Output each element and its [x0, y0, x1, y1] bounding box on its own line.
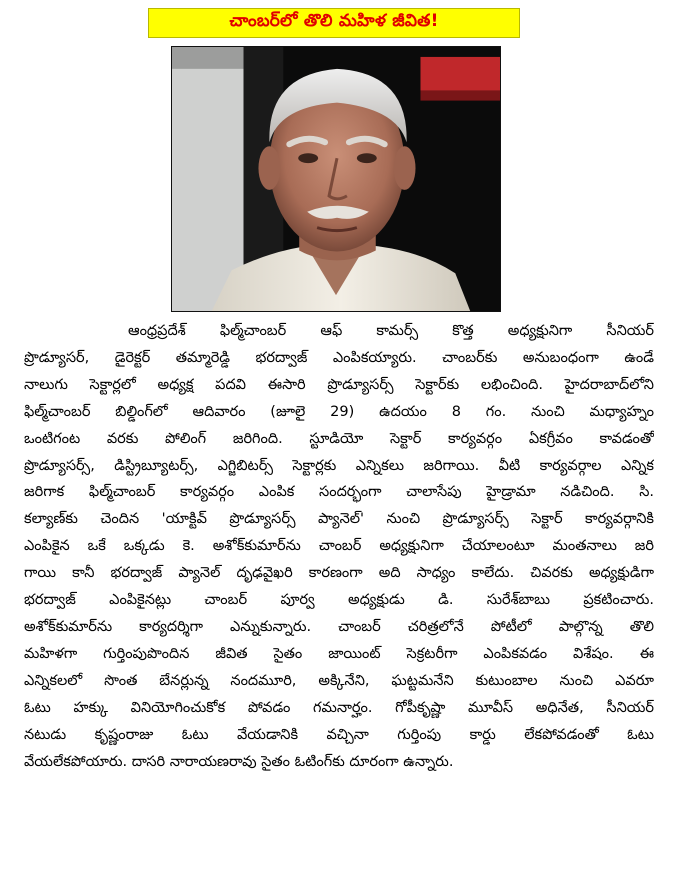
article-line: ఒంటిగంట వరకు పోలింగ్ జరిగింది. స్టూడియో సెక్టార్ కార్యవర్గం ఏకగ్రీవం కావడంతో: [24, 430, 654, 447]
article-line: నాలుగు సెక్టార్లలో అధ్యక్ష పదవి ఈసారి ప్రొడ్యూసర్స్ సెక్టార్‌కు లభించింది. హైదరాబాద్‌లోని: [24, 376, 654, 393]
article-line: కల్యాణ్‌కు చెందిన 'యాక్టివ్ ప్రొడ్యూసర్స్ ప్యానెల్' నుంచి ప్రొడ్యూసర్స్ సెక్టార్ కార్యవర్గానికి: [24, 511, 654, 528]
article-line: ఆంధ్రప్రదేశ్ ఫిల్మ్‌చాంబర్ ఆఫ్ కామర్స్ కొత్త అధ్యక్షునిగా సీనియర్: [128, 323, 654, 339]
portrait-photo-icon: [172, 47, 500, 311]
headline-text: చాంబర్‌లో తొలి మహిళ జీవిత!: [229, 11, 439, 31]
article-line: గాయి కానీ భరద్వాజ్ ప్యానెల్ దృఢవైఖరి కారణంగా అది సాధ్యం కాలేదు. చివరకు అధ్యక్షుడిగా: [24, 565, 654, 582]
article-line: ఎంపికైన ఒకే ఒక్కడు కె. అశోక్‌కుమార్‌ను చాంబర్ అధ్యక్షునిగా చేయాలంటూ మంతనాలు జరి: [24, 538, 654, 555]
article-line: నటుడు కృష్ణంరాజు ఓటు వేయడానికి వచ్చినా గుర్తింపు కార్డు లేకపోవడంతో ఓటు: [24, 726, 654, 743]
article-line: ప్రొడ్యూసర్స్, డిస్ట్రిబ్యూటర్స్, ఎగ్జిబిటర్స్ సెక్టార్లకు ఎన్నికలు జరిగాయి. వీటి కార్యవర్గాల ఎన్నిక: [24, 457, 654, 474]
article-line: మహిళగా గుర్తింపుపొందిన జీవిత సైతం జాయింట్ సెక్రటరీగా ఎంపికవడం విశేషం. ఈ: [24, 645, 654, 662]
article-line: ప్రొడ్యూసర్, డైరెక్టర్ తమ్మారెడ్డి భరద్వాజ్ ఎంపికయ్యారు. చాంబర్‌కు అనుబంధంగా ఉండే: [24, 349, 654, 366]
article-line: భరద్వాజ్ ఎంపికైనట్లు చాంబర్ పూర్వ అధ్యక్షుడు డి. సురేశ్‌బాబు ప్రకటించారు.: [24, 592, 654, 609]
portrait-photo: [171, 46, 501, 312]
article-line: ఫిల్మ్‌చాంబర్ బిల్డింగ్‌లో ఆదివారం (జూలై 29) ఉదయం 8 గం. నుంచి మధ్యాహ్నం: [24, 403, 654, 420]
article-line: జరిగాక ఫిల్మ్‌చాంబర్ కార్యవర్గం ఎంపిక సందర్భంగా చాలాసేపు హైడ్రామా నడిచింది. సి.: [24, 484, 654, 501]
article-line: వేయలేకపోయారు. దాసరి నారాయణరావు సైతం ఓటింగ్‌కు దూరంగా ఉన్నారు.: [24, 753, 454, 770]
headline-banner: [148, 8, 520, 38]
article-line: ఓటు హక్కు వినియోగించుకోక పోవడం గమనార్హం. గోపీకృష్ణా మూవీస్ అధినేత, సీనియర్: [24, 699, 654, 716]
article-line: అశోక్‌కుమార్‌ను కార్యదర్శిగా ఎన్నుకున్నారు. చాంబర్ చరిత్రలోనే పోటీలో పాల్గొన్న తొలి: [24, 618, 654, 635]
article-body: [24, 318, 654, 775]
article-line: ఎన్నికలలో సొంత బేనర్లున్న నందమూరి, అక్కినేని, ఘట్టమనేని కుటుంబాల నుంచి ఎవరూ: [24, 672, 654, 689]
